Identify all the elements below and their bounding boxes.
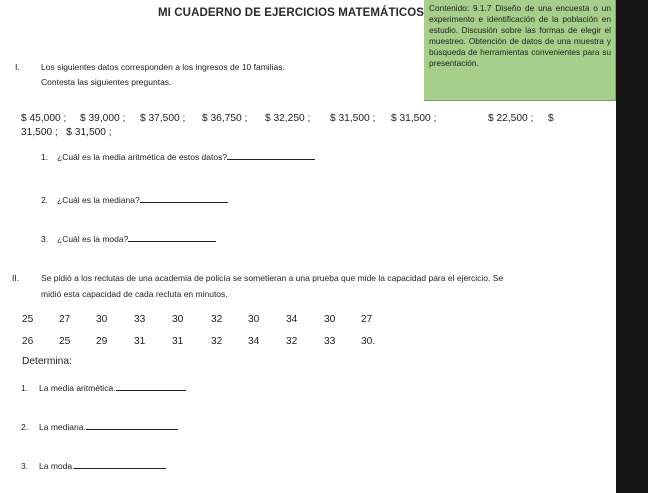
- answer-blank[interactable]: [227, 151, 315, 160]
- content-label: Contenido:: [429, 3, 470, 13]
- section-2-question-1: [21, 382, 186, 393]
- section-2-question-3: [21, 460, 166, 471]
- minutes-value: 25: [22, 314, 34, 325]
- income-value: $ 39,000 ;: [80, 113, 126, 124]
- minutes-value: 34: [248, 336, 260, 347]
- question-number: 2.: [21, 422, 29, 432]
- answer-blank[interactable]: [74, 460, 166, 469]
- income-value: $ 31,500 ;: [391, 113, 437, 124]
- income-value: $ 32,250 ;: [265, 113, 311, 124]
- section-2-line-2: midió esta capacidad de cada recluta en minutos.: [41, 289, 228, 299]
- section-1-question-2: [41, 194, 228, 205]
- income-value: $ 22,500 ;: [488, 113, 534, 124]
- income-value: $ 37,500 ;: [140, 113, 186, 124]
- content-text: 9.1.7 Diseño de una encuesta o un experimento e identificación de la población en estudio. Discusión sobre las formas de elegir el muestreo. Obtención de datos de una muestra y búsqueda de herramientas convenientes para su presentación.: [429, 3, 611, 69]
- minutes-value: 30: [172, 314, 184, 325]
- dark-side-bar: [616, 0, 648, 493]
- minutes-value: 30.: [361, 336, 376, 347]
- minutes-value: 26: [22, 336, 34, 347]
- minutes-value: 30: [248, 314, 260, 325]
- minutes-value: 29: [96, 336, 108, 347]
- minutes-value: 30: [96, 314, 108, 325]
- section-1-question-3: [41, 233, 216, 244]
- question-number: 1.: [21, 383, 29, 393]
- question-text: La moda.: [39, 461, 75, 471]
- content-box: [424, 0, 616, 101]
- minutes-value: 27: [59, 314, 71, 325]
- question-number: 1.: [41, 152, 49, 162]
- answer-blank[interactable]: [116, 382, 186, 391]
- section-1-line-1: Los siguientes datos corresponden a los ingresos de 10 familias.: [41, 62, 285, 72]
- section-1-question-1: [41, 151, 315, 162]
- page-title: MI CUADERNO DE EJERCICIOS MATEMÁTICOS: [158, 7, 425, 19]
- question-text: ¿Cuál es la moda?: [57, 234, 129, 244]
- answer-blank[interactable]: [128, 233, 216, 242]
- question-number: 2.: [41, 195, 49, 205]
- question-number: 3.: [21, 461, 29, 471]
- section-1-roman: I.: [15, 62, 20, 72]
- income-value: $ 36,750 ;: [202, 113, 248, 124]
- minutes-value: 34: [286, 314, 298, 325]
- minutes-value: 31: [134, 336, 146, 347]
- income-data-line-2: 31,500 ; $ 31,500 ;: [21, 127, 112, 138]
- minutes-value: 27: [361, 314, 373, 325]
- section-2-roman: II.: [12, 273, 20, 283]
- question-text: ¿Cuál es la media aritmética de estos datos?: [57, 152, 228, 162]
- minutes-value: 32: [211, 336, 223, 347]
- question-text: La mediana.: [39, 422, 86, 432]
- minutes-value: 33: [324, 336, 336, 347]
- answer-blank[interactable]: [140, 194, 228, 203]
- answer-blank[interactable]: [86, 421, 178, 430]
- minutes-value: 33: [134, 314, 146, 325]
- question-text: La media aritmética.: [39, 383, 116, 393]
- minutes-value: 32: [286, 336, 298, 347]
- income-value: $: [548, 113, 554, 124]
- section-1-line-2: Contesta las siguientes preguntas.: [41, 77, 172, 87]
- question-text: ¿Cuál es la mediana?: [57, 195, 140, 205]
- section-2-line-1: Se pidió a los reclutas de una academia de policía se sometieran a una prueba que mide la capacidad para el ejercicio. Se: [41, 273, 504, 283]
- determina-label: Determina:: [22, 356, 72, 367]
- question-number: 3.: [41, 234, 49, 244]
- minutes-value: 25: [59, 336, 71, 347]
- income-value: $ 31,500 ;: [330, 113, 376, 124]
- section-2-question-2: [21, 421, 178, 432]
- income-value: $ 45,000 ;: [21, 113, 67, 124]
- minutes-value: 30: [324, 314, 336, 325]
- minutes-value: 32: [211, 314, 223, 325]
- minutes-value: 31: [172, 336, 184, 347]
